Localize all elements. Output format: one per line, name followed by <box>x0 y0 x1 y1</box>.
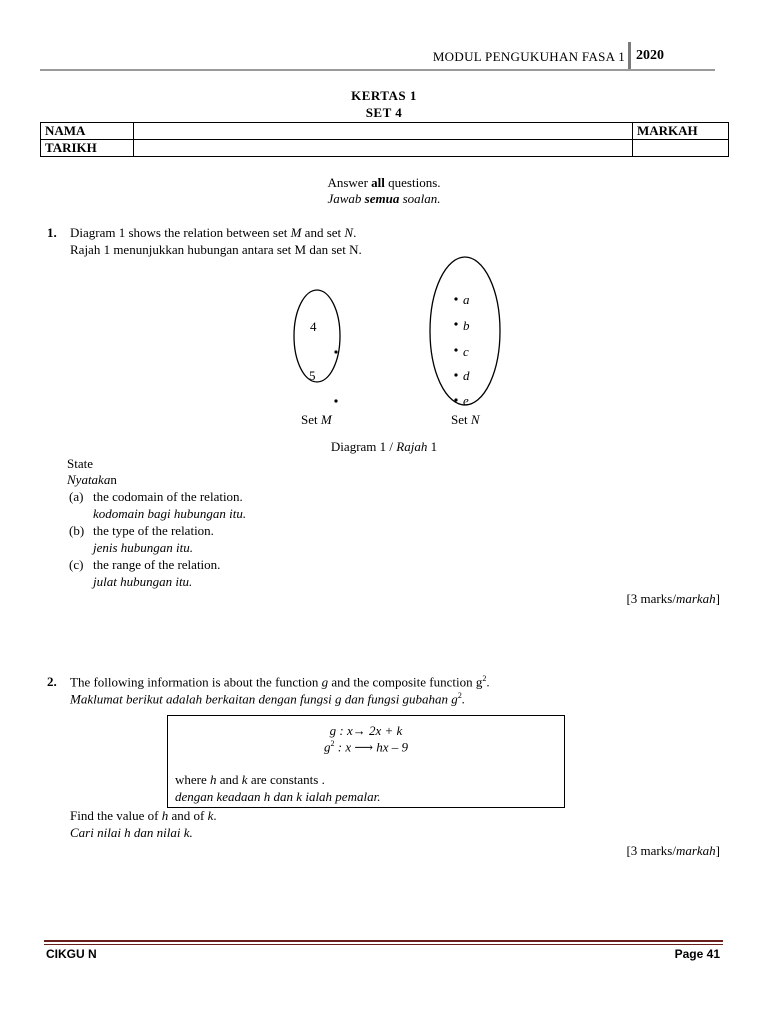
question-1-text-en: Diagram 1 shows the relation between set M and set N. <box>70 225 357 240</box>
part-b-text-en: the type of the relation. <box>93 523 214 538</box>
date-row <box>41 140 729 157</box>
set-m-ellipse <box>294 290 340 382</box>
state-ms: Nyatakan <box>67 472 117 487</box>
set-n-point <box>454 398 457 401</box>
part-c-label: (c) <box>69 557 84 572</box>
question-2-find-en: Find the value of h and of k. <box>70 808 217 823</box>
footer-rule <box>44 940 723 942</box>
set-n-label: Set N <box>451 412 480 427</box>
set-n-point <box>454 297 457 300</box>
date-label: TARIKH <box>41 140 134 157</box>
instruction-en: Answer all questions. <box>327 175 441 190</box>
part-c-text-ms: julat hubungan itu. <box>93 574 193 589</box>
state-en: State <box>67 456 93 471</box>
instruction-ms: Jawab semua soalan. <box>327 191 441 206</box>
footer-author: CIKGU N <box>46 947 97 961</box>
set-title: SET 4 <box>365 105 403 120</box>
part-a-text-ms: kodomain bagi hubungan itu. <box>93 506 247 521</box>
name-row <box>41 123 729 140</box>
question-1-marks: [3 marks/markah] <box>626 591 720 606</box>
set-n-element-e: e <box>463 393 469 408</box>
header-divider <box>628 42 631 70</box>
set-n-point <box>454 373 457 376</box>
constants-note-ms: dengan keadaan h dan k ialah pemalar. <box>175 789 381 804</box>
question-1-text-ms: Rajah 1 menunjukkan hubungan antara set M dan set N. <box>70 242 362 257</box>
set-m-element-4: 4 <box>310 319 317 334</box>
question-2-text-ms: Maklumat berikut adalah berkaitan dengan fungsi g dan fungsi gubahan $g^2$. <box>70 691 466 707</box>
set-m-point <box>334 399 337 402</box>
part-a-label: (a) <box>69 489 84 504</box>
question-2-find-ms: Cari nilai h dan nilai k. <box>70 825 193 840</box>
date-field[interactable] <box>134 140 633 157</box>
set-n-element-b: b <box>463 318 470 333</box>
name-label: NAMA <box>41 123 134 140</box>
set-n-element-c: c <box>463 344 469 359</box>
page-number: Page 41 <box>674 947 720 961</box>
set-n-element-d: d <box>463 368 470 383</box>
question-2-number: 2. <box>47 674 57 689</box>
function-info-box <box>167 715 565 808</box>
header-rule <box>40 69 715 71</box>
set-n-point <box>454 348 457 351</box>
set-n-ellipse <box>430 257 500 405</box>
marks-label: MARKAH <box>633 123 729 140</box>
function-g: g : x→ 2x + k <box>329 723 403 738</box>
question-2-text-en: The following information is about the function g and the composite function $g^2$. <box>70 674 490 690</box>
set-n-point <box>454 322 457 325</box>
student-info-table <box>40 122 729 157</box>
footer-rule-thin <box>44 944 723 945</box>
set-m-point <box>334 350 337 353</box>
part-b-label: (b) <box>69 523 85 538</box>
part-c-text-en: the range of the relation. <box>93 557 221 572</box>
question-2-marks: [3 marks/markah] <box>626 843 720 858</box>
name-field[interactable] <box>134 123 633 140</box>
function-g-squared: $g^2$ : x ⟶ hx – 9 <box>323 739 408 755</box>
paper-title: KERTAS 1 <box>351 88 417 103</box>
part-a-text-en: the codomain of the relation. <box>93 489 243 504</box>
set-m-label: Set M <box>301 412 332 427</box>
diagram-caption: Diagram 1 / Rajah 1 <box>330 439 438 454</box>
marks-field[interactable] <box>633 140 729 157</box>
module-title: MODUL PENGUKUHAN FASA 1 <box>432 49 625 64</box>
constants-note-en: where h and k are constants . <box>175 772 325 787</box>
set-n-element-a: a <box>463 292 470 307</box>
set-m-element-5: 5 <box>309 368 316 383</box>
header-year: 2020 <box>636 48 664 63</box>
question-1-number: 1. <box>47 225 57 240</box>
part-b-text-ms: jenis hubungan itu. <box>93 540 194 555</box>
